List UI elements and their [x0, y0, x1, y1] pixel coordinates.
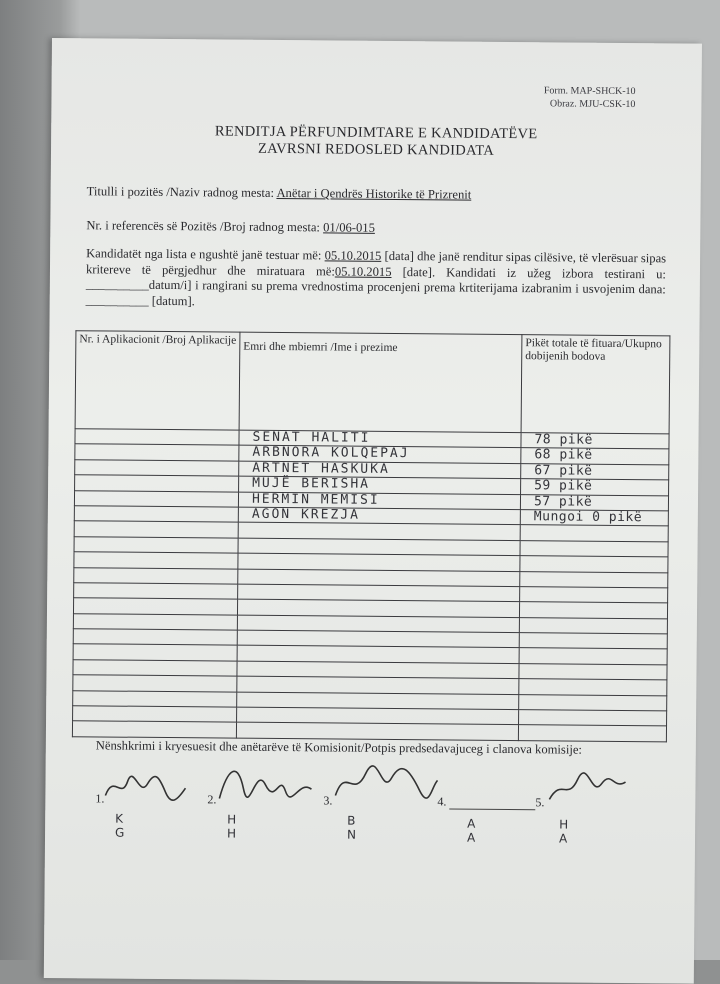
approval-date: 05.10.2015 [334, 263, 392, 279]
signature-4 [437, 794, 480, 845]
empty-cell [73, 644, 237, 661]
header-name: Emri dhe mbiemri /Ime i prezime [239, 332, 522, 432]
cell-application-number [75, 444, 239, 461]
signature-initials: H H [227, 812, 241, 841]
empty-cell [74, 552, 238, 569]
position-label: Titulli i pozitës /Naziv radnog mesta: [86, 184, 275, 200]
empty-cell [74, 583, 238, 600]
position-line [87, 184, 472, 202]
cell-application-number [74, 506, 238, 523]
empty-cell [520, 587, 668, 604]
candidate-points: Mungoi 0 pikë [533, 509, 643, 526]
signature-scribble [543, 767, 633, 808]
signature-1 [95, 791, 129, 840]
candidates-table [72, 330, 671, 742]
signature-line [449, 808, 535, 810]
signature-number: 5. [535, 795, 545, 810]
cell-application-number [75, 429, 239, 446]
empty-cell [73, 598, 237, 615]
table-header-row [75, 331, 670, 434]
empty-cell [518, 725, 666, 742]
empty-cell [519, 648, 667, 665]
empty-cell [519, 633, 667, 650]
form-code-line2: Obraz. MJU-CSK-10 [549, 98, 636, 111]
cell-application-number [75, 475, 239, 492]
cell-points [520, 510, 668, 527]
cell-application-number [75, 459, 239, 476]
candidate-name: SENAT HALITI [252, 429, 371, 446]
signature-scribble [103, 769, 193, 806]
signature-number: 3. [323, 793, 333, 808]
test-date: 05.10.2015 [324, 248, 382, 263]
signature-initials: A A [466, 816, 480, 845]
empty-cell [520, 556, 668, 573]
paragraph-part2: [data] dhe janë renditur sipas cilësive, të vlerësuar sipas kritereve të përgjedhur dhe miratuara më: [85, 248, 667, 278]
signatures-label: Nënshkrimi i kryesuesit dhe anëtarëve të Komisionit/Potpis predsedavajuceg i clanova komisije: [95, 738, 583, 757]
position-value: Anëtar i Qendrës Historike të Prizrenit [276, 185, 472, 202]
title-albanian: RENDITJA PËRFUNDIMTARE E KANDIDATËVE [214, 123, 538, 143]
candidate-name: HERMIN MEMISI [251, 491, 380, 508]
empty-cell [520, 525, 668, 542]
empty-cell [74, 521, 238, 538]
signature-initials: K G [115, 811, 129, 840]
empty-cell [519, 694, 667, 711]
cell-application-number [74, 490, 238, 507]
cell-points [521, 448, 669, 465]
empty-cell [519, 617, 667, 634]
signature-2 [207, 792, 241, 841]
candidate-name: AGON KREZJA [251, 506, 361, 523]
empty-cell [519, 663, 667, 680]
signature-number: 1. [95, 791, 105, 806]
signature-initials: B N [346, 813, 361, 842]
empty-cell [520, 540, 668, 557]
candidate-points: 78 pikë [534, 432, 593, 448]
empty-cell [519, 679, 667, 696]
empty-cell [72, 721, 236, 738]
empty-cell [73, 675, 237, 692]
header-application-number: Nr. i Aplikacionit /Broj Aplikacije [75, 331, 240, 430]
candidate-points: 57 pikë [533, 493, 593, 510]
title-serbian: ZAVRSNI REDOSLED KANDIDATA [257, 140, 495, 159]
candidate-name: MUJË BERISHA [252, 475, 371, 492]
signature-number: 4. [437, 794, 447, 809]
cell-points [521, 479, 669, 496]
signatures-area [95, 783, 676, 868]
reference-value: 01/06-015 [323, 220, 375, 235]
reference-line [86, 218, 375, 236]
signature-initials: H A [558, 817, 573, 846]
paragraph-part3: [date]. Kandidati iz užeg izbora testirani u: __________datum/i] i rangirani su prema vrednostima procenjeni prema krtiterijama izabranim i usvojenim dana: __________ [datum]. [85, 264, 667, 308]
empty-cell [73, 613, 237, 630]
signature-5 [535, 795, 573, 846]
signature-number: 2. [207, 792, 217, 807]
candidate-points: 68 pikë [534, 447, 593, 464]
paragraph-part1: Kandidatët nga lista e ngushtë janë testuar më: [86, 246, 325, 263]
empty-cell [74, 536, 238, 553]
header-points: Pikët totale të fituara/Ukupno dobijenih bodova [521, 335, 670, 434]
empty-cell [73, 690, 237, 707]
candidate-name: ARBNORA KOLQEPAJ [252, 445, 410, 462]
candidate-points: 67 pikë [534, 463, 593, 479]
document-page [44, 38, 702, 984]
empty-cell [519, 710, 667, 727]
form-code-line1: Form. MAP-SHCK-10 [543, 85, 636, 98]
empty-cell [73, 660, 237, 677]
table-body [72, 429, 669, 742]
empty-cell [236, 723, 518, 741]
empty-cell [519, 602, 667, 619]
candidate-name: ARTNET HASKUKA [252, 460, 390, 477]
signature-scribble [331, 759, 441, 806]
ranking-paragraph [86, 246, 667, 313]
signature-scribble [215, 758, 315, 805]
empty-cell [520, 571, 668, 588]
empty-cell [73, 629, 237, 646]
signature-3 [323, 793, 361, 842]
form-code [544, 84, 636, 111]
reference-label: Nr. i referencës së Pozitës /Broj radnog mesta: [86, 218, 321, 235]
empty-cell [74, 567, 238, 584]
empty-cell [73, 706, 237, 723]
candidate-points: 59 pikë [534, 478, 593, 494]
